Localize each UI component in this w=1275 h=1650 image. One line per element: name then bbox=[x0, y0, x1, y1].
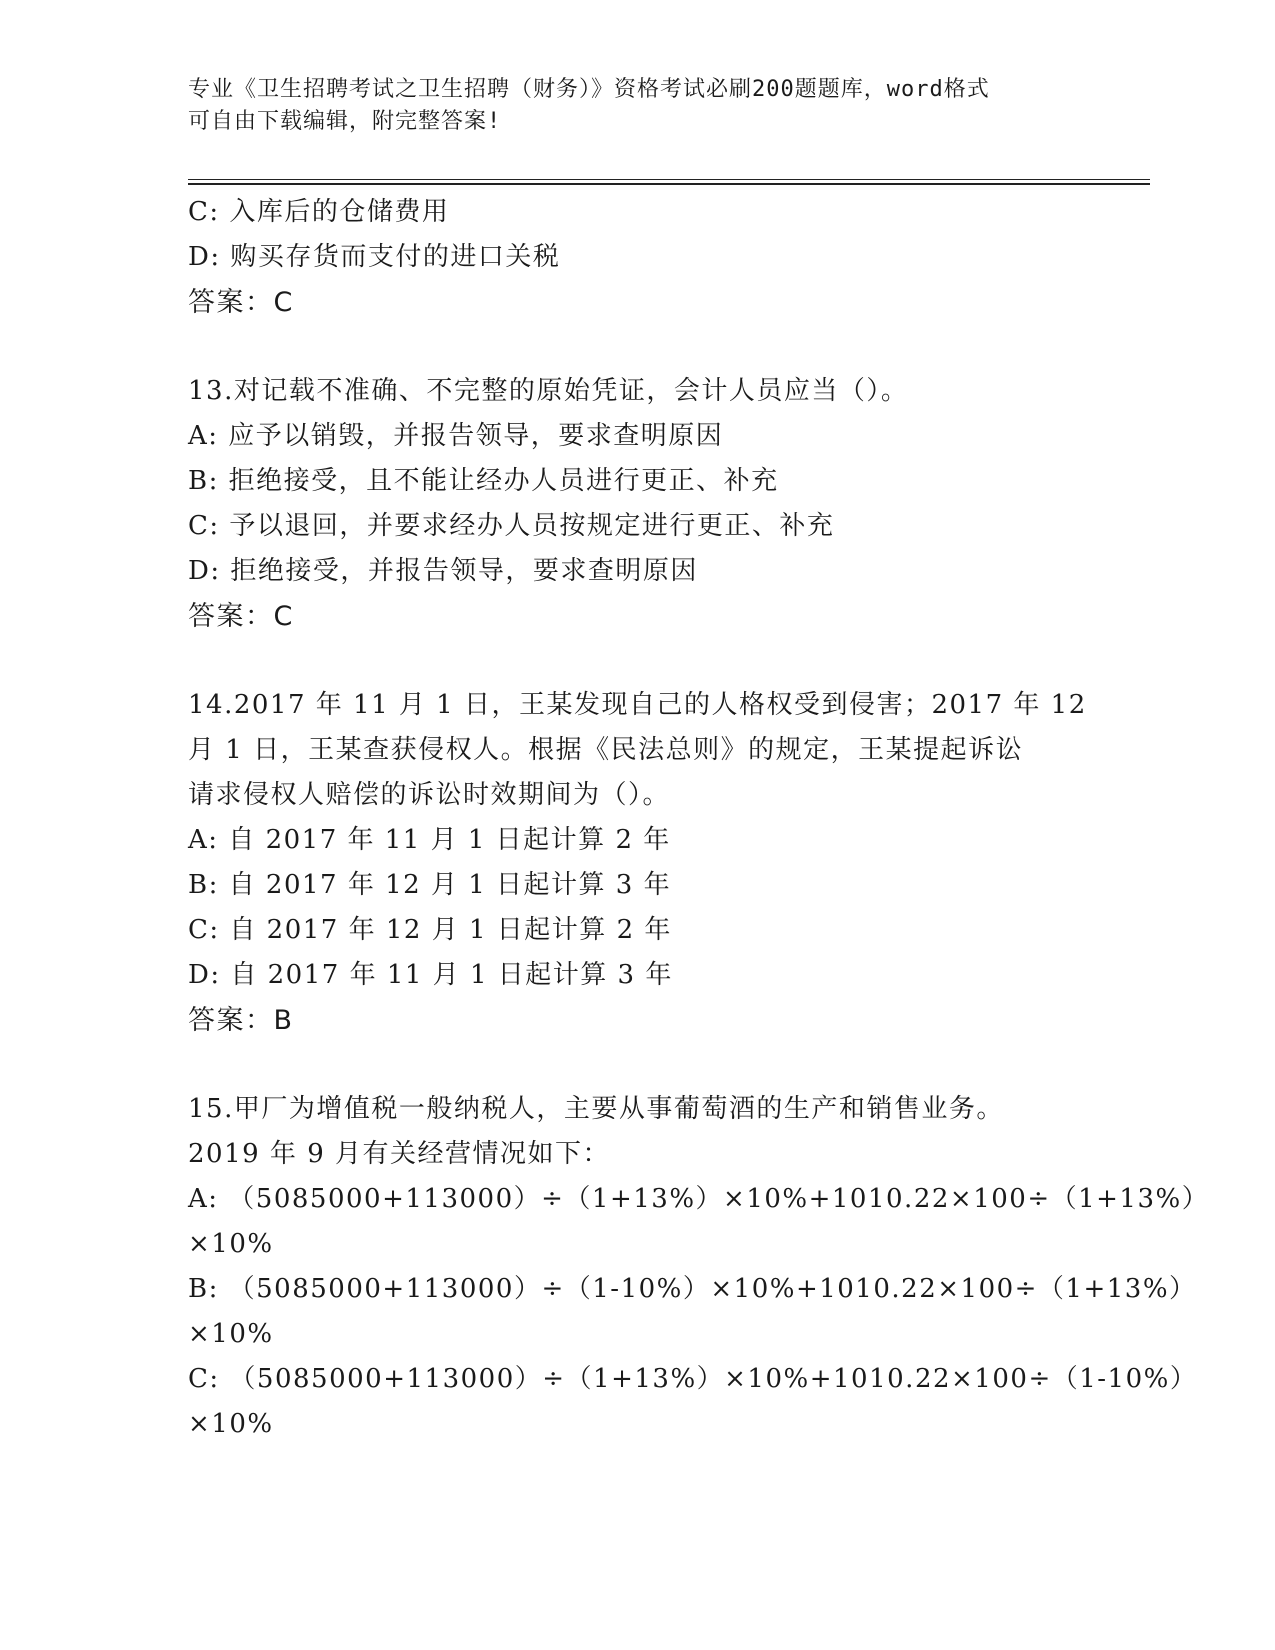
option-b: B: 拒绝接受，且不能让经办人员进行更正、补充 bbox=[188, 466, 779, 496]
option-b: B: 自 2017 年 12 月 1 日起计算 3 年 bbox=[188, 870, 672, 900]
header-line-2: 可自由下载编辑，附完整答案! bbox=[188, 109, 502, 134]
header-rule bbox=[188, 179, 1150, 185]
header-line-1: 专业《卫生招聘考试之卫生招聘（财务）》资格考试必刷200题题库，word格式 bbox=[188, 77, 990, 102]
option-a: A: 自 2017 年 11 月 1 日起计算 2 年 bbox=[188, 825, 671, 855]
answer-label: 答案：C bbox=[188, 287, 294, 318]
option-c: C: （5085000+113000）÷（1+13%）×10%+1010.22×100÷（1-10%） bbox=[188, 1364, 1198, 1394]
option-c: C: 予以退回，并要求经办人员按规定进行更正、补充 bbox=[188, 511, 835, 541]
question-13 bbox=[188, 369, 1088, 639]
answer-label: 答案：B bbox=[188, 1005, 294, 1036]
question-spacer bbox=[188, 1043, 1088, 1087]
question-stem: 14.2017 年 11 月 1 日，王某发现自己的人格权受到侵害；2017 年 12 bbox=[188, 690, 1087, 720]
question-12-tail bbox=[188, 190, 1088, 325]
question-content bbox=[188, 190, 1210, 1447]
option-d: D: 拒绝接受，并报告领导，要求查明原因 bbox=[188, 556, 698, 586]
option-c-continued: ×10% bbox=[188, 1409, 274, 1439]
question-15 bbox=[188, 1087, 1210, 1447]
option-c: C: 自 2017 年 12 月 1 日起计算 2 年 bbox=[188, 915, 672, 945]
option-a: A: 应予以销毁，并报告领导，要求查明原因 bbox=[188, 421, 724, 451]
option-b-continued: ×10% bbox=[188, 1319, 274, 1349]
answer-label: 答案：C bbox=[188, 601, 294, 632]
option-a: A: （5085000+113000）÷（1+13%）×10%+1010.22×100÷（1+13%） bbox=[188, 1184, 1210, 1214]
question-spacer bbox=[188, 639, 1088, 683]
option-b: B: （5085000+113000）÷（1-10%）×10%+1010.22×100÷（1+13%） bbox=[188, 1274, 1197, 1304]
question-stem: 13.对记载不准确、不完整的原始凭证，会计人员应当（）。 bbox=[188, 376, 909, 406]
option-d: D: 购买存货而支付的进口关税 bbox=[188, 242, 561, 272]
option-c: C: 入库后的仓储费用 bbox=[188, 197, 450, 227]
option-a-continued: ×10% bbox=[188, 1229, 274, 1259]
option-d: D: 自 2017 年 11 月 1 日起计算 3 年 bbox=[188, 960, 673, 990]
question-stem: 2019 年 9 月有关经营情况如下： bbox=[188, 1139, 611, 1169]
question-spacer bbox=[188, 325, 1088, 369]
page-header bbox=[188, 74, 1068, 138]
question-stem: 15.甲厂为增值税一般纳税人，主要从事葡萄酒的生产和销售业务。 bbox=[188, 1094, 1004, 1124]
question-stem: 月 1 日，王某查获侵权人。根据《民法总则》的规定，王某提起诉讼 bbox=[188, 735, 1024, 765]
question-14 bbox=[188, 683, 1088, 1043]
question-stem: 请求侵权人赔偿的诉讼时效期间为（）。 bbox=[188, 780, 671, 810]
